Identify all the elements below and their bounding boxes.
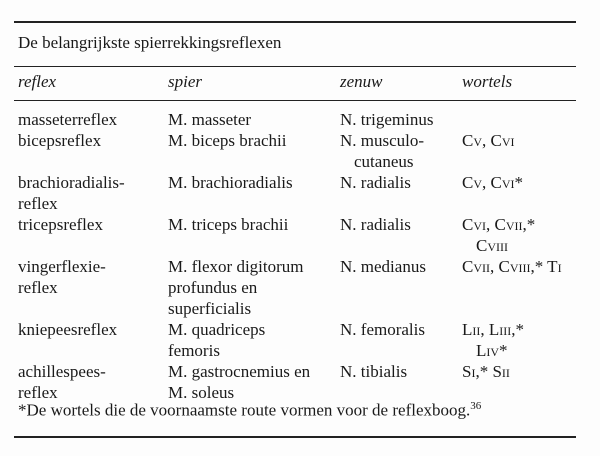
reflex-line: tricepsreflex [18, 215, 103, 234]
cell-spier [168, 214, 340, 256]
wortels-line: Cvi, Cvii,* [462, 215, 536, 234]
cell-wortels [462, 101, 576, 131]
cell-reflex [14, 101, 168, 131]
cell-spier [168, 172, 340, 214]
cell-reflex [14, 256, 168, 319]
reflex-line: reflex [18, 278, 58, 297]
cell-zenuw [340, 130, 462, 172]
table-row [14, 172, 576, 214]
cell-spier [168, 361, 340, 403]
table-title: De belangrijkste spierrekkingsreflexen [18, 33, 282, 52]
reflex-line: brachioradialis- [18, 173, 125, 192]
cell-zenuw [340, 101, 462, 131]
wortels-line: Cv, Cvi* [462, 173, 524, 192]
top-rule [14, 21, 576, 23]
header-row [14, 66, 576, 101]
zenuw-line: N. radialis [340, 173, 411, 192]
zenuw-line: N. medianus [340, 257, 426, 276]
spier-line: M. masseter [168, 110, 252, 129]
spier-line: superficialis [168, 299, 252, 318]
cell-wortels [462, 172, 576, 214]
wortels-line: Lii, Liii,* [462, 320, 524, 339]
footnote-reference: 36 [470, 400, 482, 412]
reflex-line: vingerflexie- [18, 257, 106, 276]
reflex-line: achillespees- [18, 362, 106, 381]
cell-zenuw [340, 172, 462, 214]
cell-spier [168, 256, 340, 319]
cell-wortels [462, 319, 576, 361]
reflex-line: reflex [18, 194, 58, 213]
table-row [14, 130, 576, 172]
cell-reflex [14, 130, 168, 172]
reflex-line: bicepsreflex [18, 131, 102, 150]
reflex-line: kniepeesreflex [18, 320, 118, 339]
spier-line: M. flexor digitorum [168, 257, 304, 276]
cell-reflex [14, 361, 168, 403]
spier-line: M. biceps brachii [168, 131, 287, 150]
spier-line: M. quadriceps [168, 320, 266, 339]
spier-line: M. gastrocnemius en [168, 362, 311, 381]
cell-zenuw [340, 256, 462, 319]
header-spier: spier [168, 66, 340, 101]
cell-spier [168, 101, 340, 131]
table-row [14, 361, 576, 403]
cell-spier [168, 319, 340, 361]
cell-wortels [462, 256, 576, 319]
cell-wortels [462, 361, 576, 403]
zenuw-line: N. tibialis [340, 362, 408, 381]
cell-wortels [462, 130, 576, 172]
cell-reflex [14, 214, 168, 256]
table-row [14, 319, 576, 361]
table-row [14, 101, 576, 131]
spier-line: M. soleus [168, 383, 235, 402]
zenuw-line: N. trigeminus [340, 110, 434, 129]
table-row [14, 256, 576, 319]
cell-spier [168, 130, 340, 172]
cell-wortels [462, 214, 576, 256]
cell-reflex [14, 319, 168, 361]
cell-zenuw [340, 214, 462, 256]
reflex-line: reflex [18, 383, 58, 402]
wortels-line: Cvii, Cviii,* Ti [462, 257, 562, 276]
footnote [18, 400, 481, 421]
reflex-table [14, 66, 576, 403]
spier-line: M. brachioradialis [168, 173, 293, 192]
zenuw-line: N. femoralis [340, 320, 425, 339]
spier-line: profundus en [168, 278, 258, 297]
reflex-line: masseterreflex [18, 110, 118, 129]
wortels-line: Cviii [476, 236, 508, 255]
bottom-rule [14, 436, 576, 438]
table-row [14, 214, 576, 256]
wortels-line: Liv* [476, 341, 508, 360]
zenuw-line: N. musculo- [340, 131, 425, 150]
footnote-text: *De wortels die de voornaamste route vormen voor de reflexboog. [18, 400, 471, 420]
wortels-line: Si,* Sii [462, 362, 510, 381]
cell-zenuw [340, 361, 462, 403]
spier-line: femoris [168, 341, 220, 360]
zenuw-line: N. radialis [340, 215, 411, 234]
header-wortels: wortels [462, 66, 576, 101]
header-reflex: reflex [14, 66, 168, 101]
zenuw-line: cutaneus [354, 152, 414, 171]
spier-line: M. triceps brachii [168, 215, 289, 234]
cell-zenuw [340, 319, 462, 361]
header-zenuw: zenuw [340, 66, 462, 101]
wortels-line: Cv, Cvi [462, 131, 515, 150]
cell-reflex [14, 172, 168, 214]
